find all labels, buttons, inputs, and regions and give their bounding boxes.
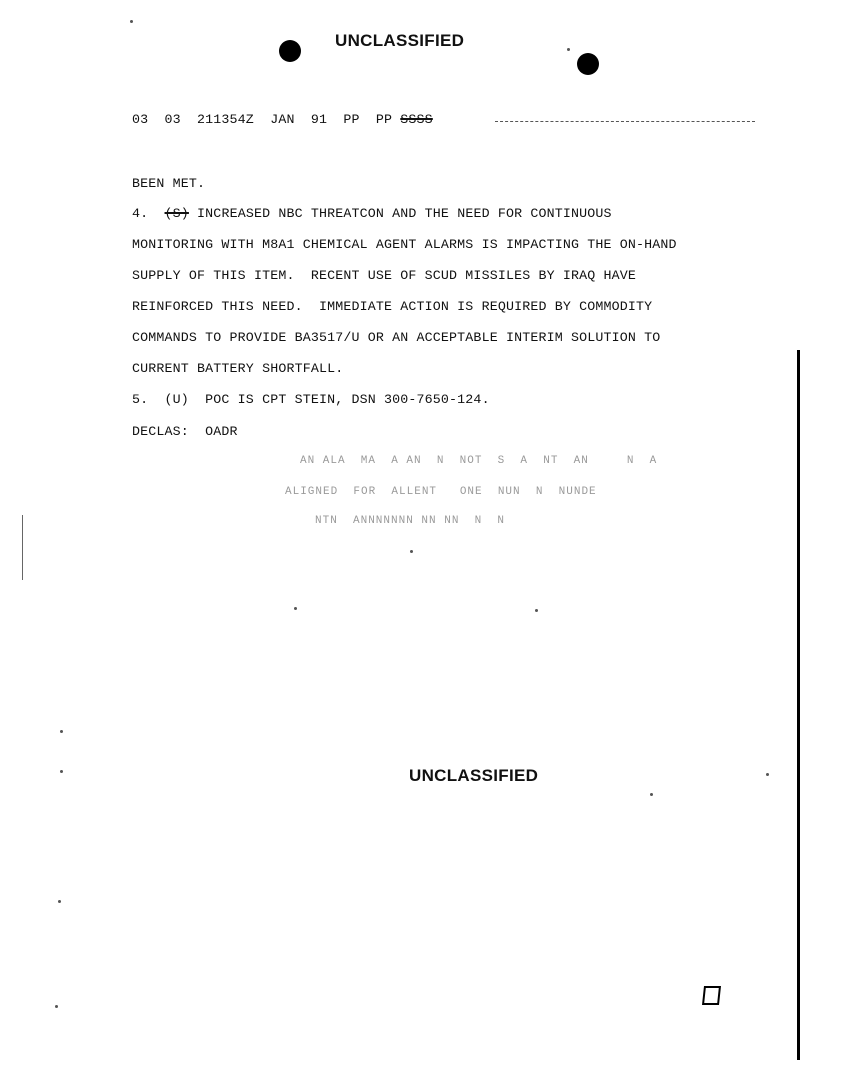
paragraph-4-line-1 (132, 206, 612, 221)
faint-bleedthrough-line-1: AN ALA MA A AN N NOT S A NT AN N A (300, 455, 658, 467)
left-edge-mark (22, 515, 23, 580)
punch-hole-left (279, 40, 301, 62)
paragraph-4-classification-struck: (S) (164, 206, 189, 221)
paragraph-4-line-6: CURRENT BATTERY SHORTFALL. (132, 361, 344, 376)
scan-speck (766, 773, 769, 776)
classification-marking-bottom: UNCLASSIFIED (409, 766, 539, 785)
header-dashed-trail (495, 121, 755, 122)
scan-speck (410, 550, 413, 553)
scan-speck (567, 48, 570, 51)
paragraph-5: 5. (U) POC IS CPT STEIN, DSN 300-7650-124. (132, 392, 490, 407)
declassification-line: DECLAS: OADR (132, 424, 238, 439)
paragraph-4-text: INCREASED NBC THREATCON AND THE NEED FOR CONTINUOUS (188, 206, 612, 221)
scan-speck (60, 770, 63, 773)
scan-speck (55, 1005, 58, 1008)
paragraph-4-line-2: MONITORING WITH M8A1 CHEMICAL AGENT ALARMS IS IMPACTING THE ON-HAND (132, 237, 677, 252)
right-edge-line (797, 350, 800, 1060)
punch-hole-right (577, 53, 599, 75)
scan-speck (130, 20, 133, 23)
paragraph-4-line-5: COMMANDS TO PROVIDE BA3517/U OR AN ACCEPTABLE INTERIM SOLUTION TO (132, 330, 661, 345)
paragraph-4-line-4: REINFORCED THIS NEED. IMMEDIATE ACTION IS REQUIRED BY COMMODITY (132, 299, 653, 314)
message-header-text: 03 03 211354Z JAN 91 PP PP (132, 112, 401, 127)
faint-bleedthrough-line-3: NTN ANNNNNNN NN NN N N (315, 515, 506, 527)
scan-speck (535, 609, 538, 612)
faint-bleedthrough-line-2: ALIGNED FOR ALLENT ONE NUN N NUNDE (285, 486, 597, 498)
classification-marking-top: UNCLASSIFIED (335, 31, 465, 50)
scan-speck (294, 607, 297, 610)
scan-speck (650, 793, 653, 796)
message-header (132, 112, 433, 127)
paragraph-4-number: 4. (132, 206, 165, 221)
message-header-struck: SSSS (400, 112, 433, 127)
scan-speck (60, 730, 63, 733)
scan-speck (58, 900, 61, 903)
box-mark-icon (702, 986, 721, 1005)
body-line-1: BEEN MET. (132, 176, 206, 191)
paragraph-4-line-3: SUPPLY OF THIS ITEM. RECENT USE OF SCUD MISSILES BY IRAQ HAVE (132, 268, 637, 283)
